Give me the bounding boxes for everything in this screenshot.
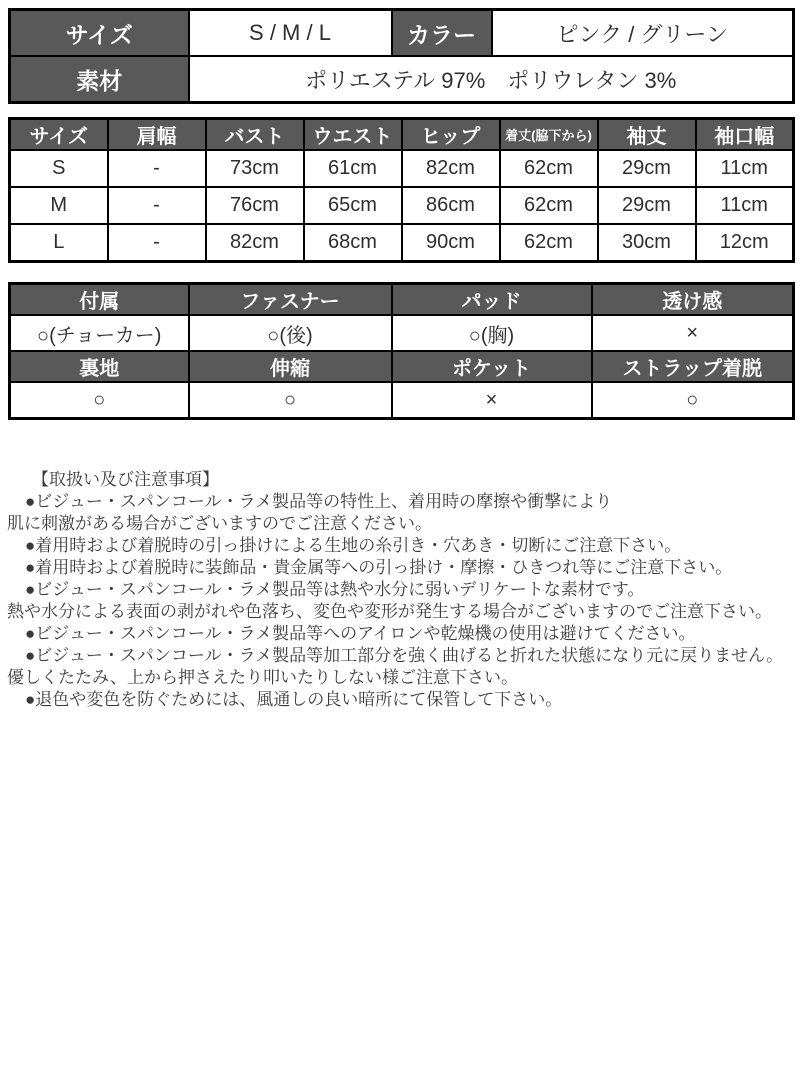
- cell-cuff: 12cm: [696, 224, 794, 262]
- header-cell-cuff: 袖口幅: [696, 119, 794, 151]
- features-header-row-1: [10, 284, 794, 316]
- care-note-line: ●着用時および着脱時の引っ掛けによる生地の糸引き・穴あき・切断にご注意下さい。: [25, 536, 682, 555]
- cell-length: 62cm: [500, 187, 598, 224]
- header-cell-sleeve: 袖丈: [598, 119, 696, 151]
- cell-length: 62cm: [500, 224, 598, 262]
- features-value-row-1: [10, 315, 794, 351]
- cell-size: L: [10, 224, 108, 262]
- material-label-cell: 素材: [10, 56, 189, 103]
- cell-bust: 73cm: [206, 150, 304, 187]
- measurements-row-m: [10, 187, 794, 224]
- size-label-cell: サイズ: [10, 10, 189, 57]
- cell-sheerness: ×: [592, 315, 794, 351]
- cell-sleeve: 29cm: [598, 150, 696, 187]
- cell-shoulder: -: [108, 150, 206, 187]
- summary-row-size-color: [10, 10, 794, 57]
- header-cell-strap: ストラップ着脱: [592, 351, 794, 382]
- cell-stretch: ○: [189, 382, 392, 419]
- cell-size: S: [10, 150, 108, 187]
- header-cell-bust: バスト: [206, 119, 304, 151]
- cell-shoulder: -: [108, 224, 206, 262]
- cell-accessory: ○(チョーカー): [10, 315, 189, 351]
- summary-row-material: [10, 56, 794, 103]
- header-cell-pad: パッド: [392, 284, 592, 316]
- cell-pad: ○(胸): [392, 315, 592, 351]
- cell-bust: 82cm: [206, 224, 304, 262]
- size-value-cell: S / M / L: [189, 10, 392, 57]
- features-value-row-2: [10, 382, 794, 419]
- cell-sleeve: 30cm: [598, 224, 696, 262]
- cell-pocket: ×: [392, 382, 592, 419]
- care-note-line: 肌に刺激がある場合がございますのでご注意ください。: [7, 514, 432, 533]
- color-label-cell: カラー: [392, 10, 492, 57]
- cell-hip: 90cm: [402, 224, 500, 262]
- measurements-row-l: [10, 224, 794, 262]
- measurements-row-s: [10, 150, 794, 187]
- care-note-line: ●ビジュー・スパンコール・ラメ製品等の特性上、着用時の摩擦や衝撃により: [25, 492, 613, 511]
- cell-sleeve: 29cm: [598, 187, 696, 224]
- care-note-line: ●着用時および着脱時に装飾品・貴金属等への引っ掛け・摩擦・ひきつれ等にご注意下さい。: [25, 558, 733, 577]
- cell-shoulder: -: [108, 187, 206, 224]
- care-note-line: ●ビジュー・スパンコール・ラメ製品等へのアイロンや乾燥機の使用は避けてください。: [25, 624, 696, 643]
- cell-bust: 76cm: [206, 187, 304, 224]
- cell-length: 62cm: [500, 150, 598, 187]
- cell-waist: 68cm: [304, 224, 402, 262]
- care-note-line: ●ビジュー・スパンコール・ラメ製品等は熱や水分に弱いデリケートな素材です。: [25, 580, 645, 599]
- cell-waist: 61cm: [304, 150, 402, 187]
- care-note-line: 熱や水分による表面の剥がれや色落ち、変色や変形が発生する場合がございますのでご注意下さい。: [7, 602, 772, 621]
- measurements-table: [8, 117, 795, 263]
- summary-table: [8, 8, 795, 104]
- header-cell-pocket: ポケット: [392, 351, 592, 382]
- care-note-line: ●退色や変色を防ぐためには、風通しの良い暗所にて保管して下さい。: [25, 690, 563, 709]
- header-cell-accessory: 付属: [10, 284, 189, 316]
- color-value-cell: ピンク / グリーン: [492, 10, 794, 57]
- header-cell-fastener: ファスナー: [189, 284, 392, 316]
- care-note-line: 優しくたたみ、上から押さえたり叩いたりしない様ご注意下さい。: [7, 668, 519, 687]
- cell-waist: 65cm: [304, 187, 402, 224]
- header-cell-size: サイズ: [10, 119, 108, 151]
- material-value-cell: ポリエステル 97% ポリウレタン 3%: [189, 56, 794, 103]
- header-cell-stretch: 伸縮: [189, 351, 392, 382]
- cell-hip: 82cm: [402, 150, 500, 187]
- cell-lining: ○: [10, 382, 189, 419]
- cell-cuff: 11cm: [696, 150, 794, 187]
- header-cell-sheerness: 透け感: [592, 284, 794, 316]
- care-notes-title: 【取扱い及び注意事項】: [32, 470, 219, 489]
- header-cell-lining: 裏地: [10, 351, 189, 382]
- product-size-chart-page: [0, 8, 800, 1075]
- cell-strap: ○: [592, 382, 794, 419]
- header-cell-hip: ヒップ: [402, 119, 500, 151]
- cell-cuff: 11cm: [696, 187, 794, 224]
- care-note-line: ●ビジュー・スパンコール・ラメ製品等加工部分を強く曲げると折れた状態になり元に戻りません。: [25, 646, 784, 665]
- care-notes: [7, 469, 800, 711]
- header-cell-length: 着丈(脇下から): [500, 119, 598, 151]
- header-cell-shoulder: 肩幅: [108, 119, 206, 151]
- features-table: [8, 282, 795, 420]
- cell-fastener: ○(後): [189, 315, 392, 351]
- measurements-header-row: [10, 119, 794, 151]
- cell-hip: 86cm: [402, 187, 500, 224]
- cell-size: M: [10, 187, 108, 224]
- features-header-row-2: [10, 351, 794, 382]
- header-cell-waist: ウエスト: [304, 119, 402, 151]
